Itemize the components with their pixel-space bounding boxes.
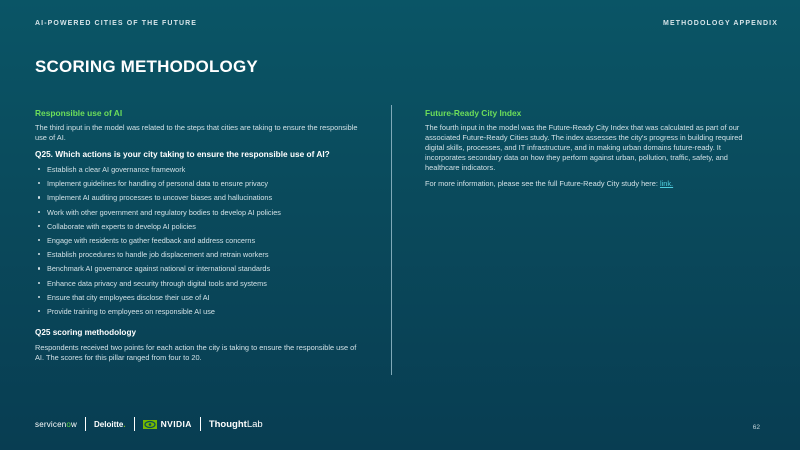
bullet-icon [38,182,40,184]
list-item: Establish a clear AI governance framework [35,165,365,174]
bullet-icon [38,225,40,227]
list-item: Benchmark AI governance against national or international standards [35,264,365,273]
right-column [425,108,755,195]
page-title: SCORING METHODOLOGY [35,57,258,76]
bullet-icon [38,196,40,198]
list-item: Collaborate with experts to develop AI policies [35,222,365,231]
study-link[interactable]: link. [659,179,674,188]
servicenow-logo: servicenow [35,419,78,429]
bullet-icon [38,267,40,269]
bullet-icon [38,310,40,312]
list-item: Engage with residents to gather feedback and address concerns [35,236,365,245]
future-ready-heading: Future-Ready City Index [425,108,522,118]
bullet-icon [38,168,40,170]
list-item: Work with other government and regulatory bodies to develop AI policies [35,208,365,217]
list-item: Enhance data privacy and security through digital tools and systems [35,279,365,288]
bullet-icon [38,239,40,241]
thoughtlab-logo: ThoughtLab [208,418,263,430]
list-item: Implement guidelines for handling of personal data to ensure privacy [35,179,365,188]
logo-separator [200,417,201,431]
responsible-ai-heading: Responsible use of AI [35,108,123,118]
section-label: METHODOLOGY APPENDIX [663,20,778,27]
logo-separator [85,417,86,431]
logo-separator [134,417,135,431]
bullet-icon [38,282,40,284]
left-column [35,108,365,369]
deloitte-logo: Deloitte. [94,419,126,429]
nvidia-eye-icon [143,420,157,429]
bullet-icon [38,211,40,213]
q25-options-list [35,165,365,316]
q25-scoring-text: Respondents received two points for each action the city is taking to ensure the responsible use of AI. The scores for this pillar ranged from four to 20. [35,342,357,362]
q25-question: Q25. Which actions is your city taking to ensure the responsible use of AI? [35,149,330,159]
list-item: Provide training to employees on responsible AI use [35,307,365,316]
list-item: Implement AI auditing processes to uncover biases and hallucinations [35,193,365,202]
page-number: 62 [752,424,760,431]
responsible-ai-intro: The third input in the model was related to the steps that cities are taking to ensure the responsible use of AI. [35,123,358,142]
partner-logos [35,417,263,431]
more-info-text: For more information, please see the full Future-Ready City study here: link. [425,179,674,188]
list-item: Establish procedures to handle job displacement and retrain workers [35,250,365,259]
document-eyebrow: AI-POWERED CITIES OF THE FUTURE [35,20,198,27]
list-item: Ensure that city employees disclose their use of AI [35,293,365,302]
column-divider [391,105,392,375]
future-ready-intro: The fourth input in the model was the Future-Ready City Index that was calculated as part of our associated Future-Ready Cities study. The index assesses the city's progress in building required digital skills, processes, and IT infrastructure, and in making urban domains future-ready. It incorporates secondary data on how they perform against urban, pollution, traffic, safety, and healthcare indicators. [425,123,743,172]
nvidia-logo: NVIDIA [143,419,192,429]
bullet-icon [38,296,40,298]
bullet-icon [38,253,40,255]
q25-scoring-heading: Q25 scoring methodology [35,327,136,337]
